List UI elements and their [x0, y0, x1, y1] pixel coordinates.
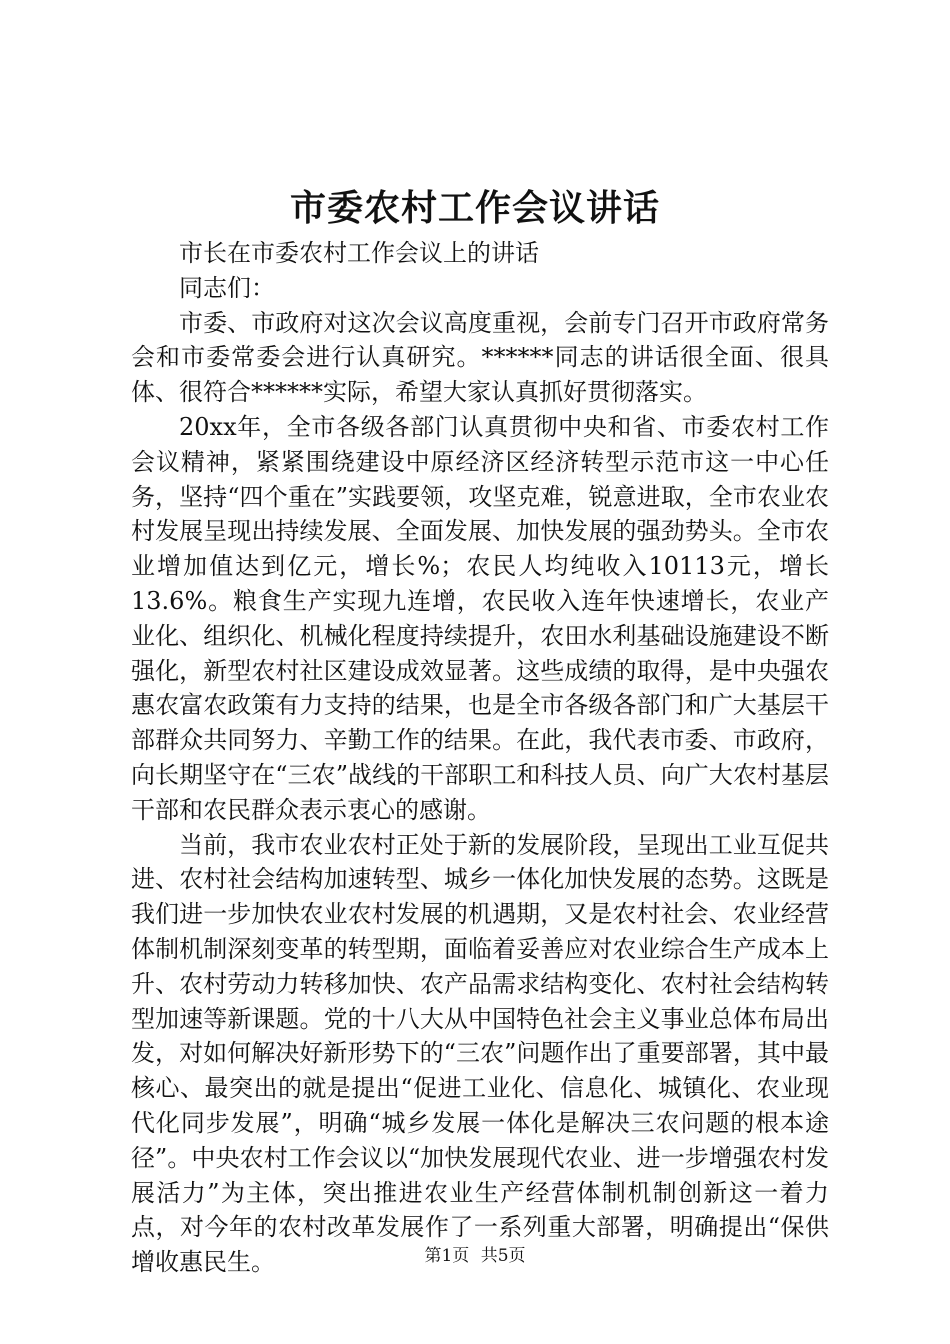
salutation: 同志们：	[179, 273, 275, 302]
speech-subtitle: 市长在市委农村工作会议上的讲话	[179, 239, 539, 267]
document-body	[131, 236, 829, 1280]
paragraph-3: 当前，我市农业农村正处于新的发展阶段，呈现出工业互促共进、农村社会结构加速转型、城乡一体化加快发展的态势。这既是我们进一步加快农业农村发展的机遇期，又是农村社会、农业经营体制机制深刻变革的转型期，面临着妥善应对农业综合生产成本上升、农村劳动力转移加快、农产品需求结构变化、农村社会结构转型加速等新课题。党的十八大从中国特色社会主义事业总体布局出发，对如何解决好新形势下的“三农”问题作出了重要部署，其中最核心、最突出的就是提出“促进工业化、信息化、城镇化、农业现代化同步发展”，明确“城乡发展一体化是解决三农问题的根本途径”。中央农村工作会议以“加快发展现代农业、进一步增强农村发展活力”为主体，突出推进农业生产经营体制机制创新这一着力点，对今年的农村改革发展作了一系列重大部署，明确提出“保供增收惠民生。	[131, 830, 829, 1277]
document-title: 市委农村工作会议讲话	[289, 187, 660, 229]
paragraph-2: 20xx年，全市各级各部门认真贯彻中央和省、市委农村工作会议精神，紧紧围绕建设中原经济区经济转型示范市这一中心任务，坚持“四个重在”实践要领，攻坚克难，锐意进取，全市农业农村发展呈现出持续发展、全面发展、加快发展的强劲势头。全市农业增加值达到亿元，增长%；农民人均纯收入10113元，增长13.6%。粮食生产实现九连增，农民收入连年快速增长，农业产业化、组织化、机械化程度持续提升，农田水利基础设施建设不断强化，新型农村社区建设成效显著。这些成绩的取得，是中央强农惠农富农政策有力支持的结果，也是全市各级各部门和广大基层干部群众共同努力、辛勤工作的结果。在此，我代表市委、市政府，向长期坚守在“三农”战线的干部职工和科技人员、向广大农村基层干部和农民群众表示衷心的感谢。	[131, 412, 829, 824]
page-total: 共5页	[480, 1246, 526, 1266]
page-number: 第1页	[424, 1246, 470, 1266]
page-footer	[0, 1244, 950, 1268]
paragraph-1: 市委、市政府对这次会议高度重视，会前专门召开市政府常务会和市委常委会进行认真研究。******同志的讲话很全面、很具体、很符合******实际，希望大家认真抓好贯彻落实。	[131, 308, 829, 407]
